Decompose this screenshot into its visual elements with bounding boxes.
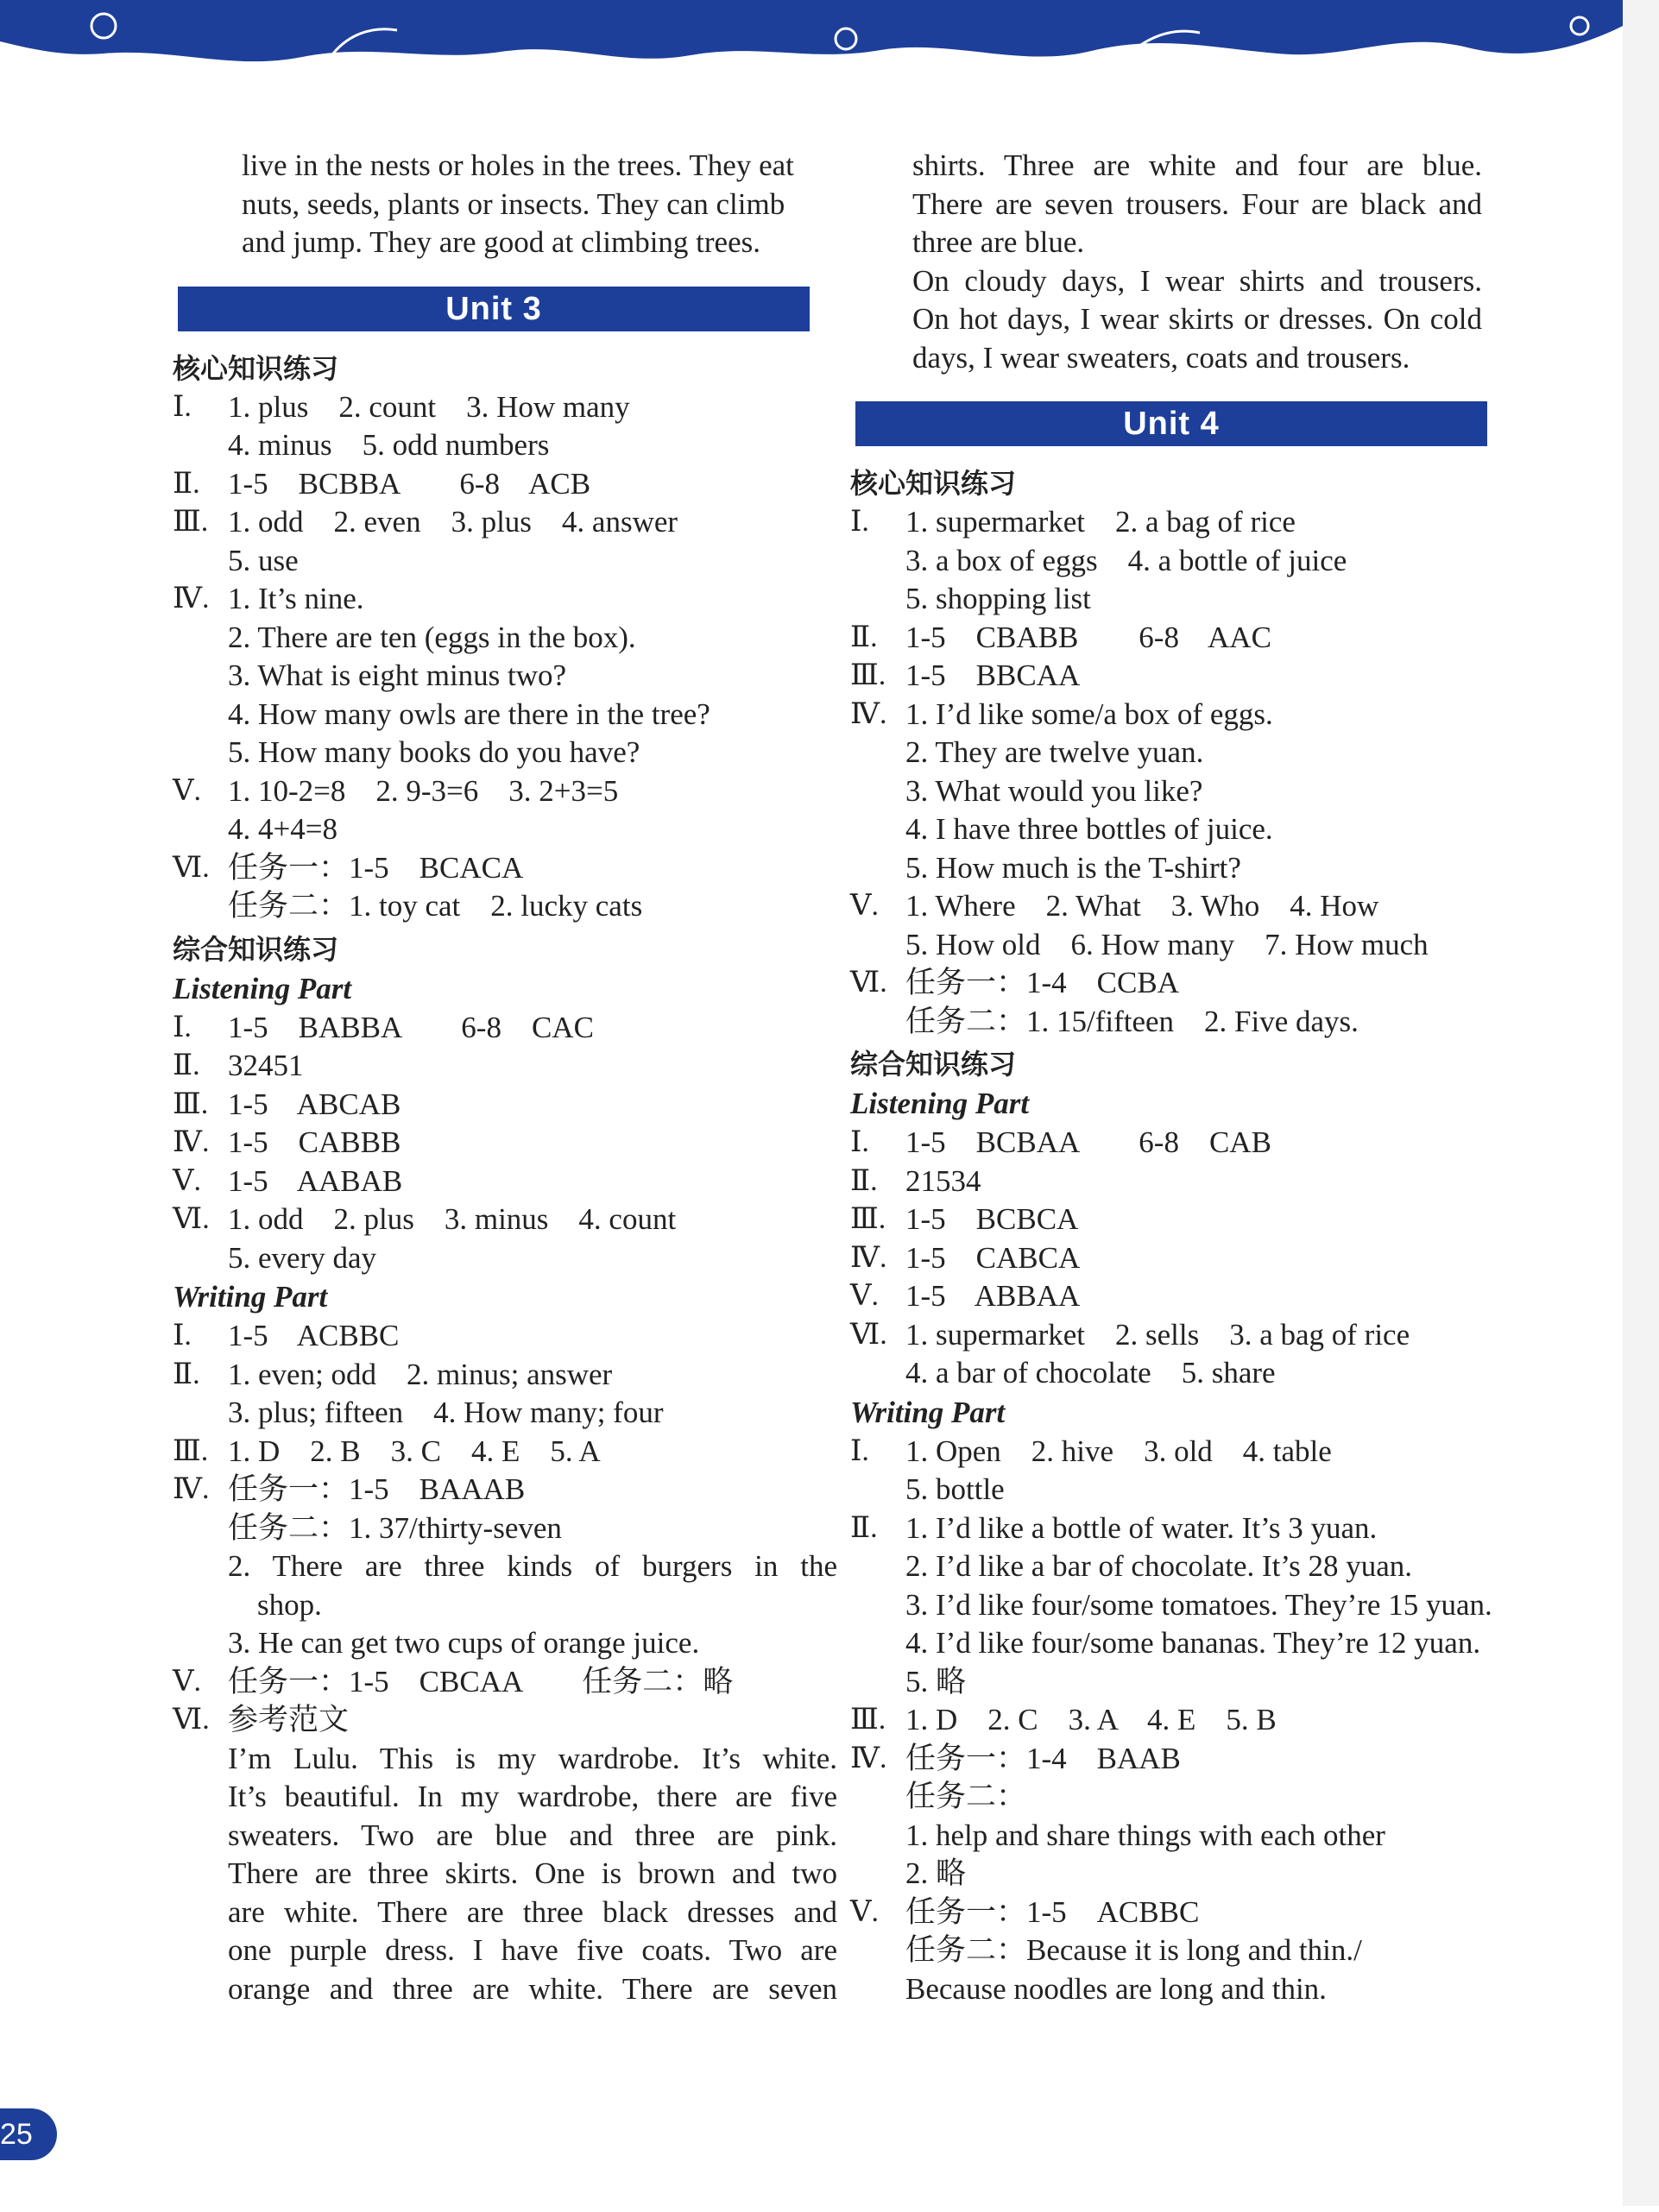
- answer-item: [173, 1471, 837, 1663]
- answer-roman-numeral: Ⅴ.: [173, 1665, 202, 1698]
- unit-4-banner: Unit 4: [855, 401, 1487, 446]
- answer-item: [850, 1239, 1515, 1278]
- answer-line: 1. plus 2. count 3. How many: [228, 389, 630, 424]
- answer-line: 5. How much is the T-shirt?: [905, 850, 1241, 885]
- answer-item: [173, 465, 837, 504]
- answer-line: 1-5 CBABB 6-8 AAC: [905, 620, 1271, 654]
- answer-line: 2. 略: [905, 1856, 967, 1890]
- intro-line: live in the nests or holes in the trees. They eat: [242, 148, 794, 182]
- answer-item: [173, 1047, 837, 1086]
- answer-line: 1-5 BCBCA: [905, 1202, 1079, 1236]
- answer-item: [850, 657, 1515, 696]
- answer-line: 1. 10-2=8 2. 9-3=6 3. 2+3=5: [228, 773, 619, 808]
- answer-item: [173, 1317, 837, 1356]
- answer-item: [850, 1433, 1515, 1509]
- answer-line: 1-5 BABBA 6-8 CAC: [228, 1010, 594, 1044]
- answer-roman-numeral: Ⅱ.: [850, 1164, 878, 1197]
- answer-line: 1. odd 2. even 3. plus 4. answer: [228, 505, 678, 539]
- answer-roman-numeral: Ⅳ.: [850, 697, 887, 730]
- answer-line: 5. 略: [905, 1664, 967, 1698]
- answer-line: 1-5 BCBAA 6-8 CAB: [905, 1125, 1271, 1159]
- answer-line: 1-5 ABCAB: [228, 1087, 401, 1121]
- answer-line: 3. a box of eggs 4. a bottle of juice: [905, 543, 1347, 577]
- left-column: [173, 147, 837, 2008]
- answer-item: [850, 1894, 1515, 2009]
- answer-line: 2. There are three kinds of burgers in the: [228, 1549, 837, 1583]
- answer-item: [850, 964, 1515, 1041]
- answer-roman-numeral: Ⅱ.: [850, 621, 878, 653]
- answer-line: 5. bottle: [905, 1472, 1005, 1506]
- core-answers: [850, 503, 1515, 1041]
- answer-line: 任务二：Because it is long and thin./: [905, 1933, 1362, 1967]
- answer-roman-numeral: Ⅳ.: [850, 1742, 887, 1774]
- answer-line: 2. I’d like a bar of chocolate. It’s 28 yuan.: [905, 1549, 1413, 1583]
- answer-line: 4. How many owls are there in the tree?: [228, 696, 710, 731]
- answer-line: 1. Where 2. What 3. Who 4. How: [905, 889, 1379, 923]
- page-number: 25 –: [0, 2108, 57, 2160]
- answer-roman-numeral: Ⅲ.: [173, 1434, 209, 1467]
- answer-item: [173, 849, 837, 926]
- answer-line: 4. a bar of chocolate 5. share: [905, 1356, 1276, 1390]
- intro-line: and jump. They are good at climbing trees.: [242, 225, 760, 259]
- answer-line: 任务二：1. 15/fifteen 2. Five days.: [905, 1004, 1359, 1038]
- essay-line: are white. There are three black dresses and: [228, 1894, 837, 1929]
- answer-line: 任务二：1. toy cat 2. lucky cats: [228, 889, 643, 923]
- answer-roman-numeral: Ⅴ.: [173, 1164, 202, 1197]
- answer-roman-numeral: Ⅲ.: [850, 1704, 886, 1736]
- answer-roman-numeral: Ⅰ.: [850, 506, 869, 538]
- answer-roman-numeral: Ⅱ.: [850, 1511, 878, 1544]
- answer-line: 1-5 ABBAA: [905, 1279, 1081, 1313]
- essay-line: There are seven trousers. Four are black and: [912, 186, 1482, 221]
- answer-roman-numeral: Ⅵ.: [850, 1318, 887, 1351]
- answer-roman-numeral: Ⅳ.: [173, 583, 210, 614]
- answer-line: 1. I’d like a bottle of water. It’s 3 yuan.: [905, 1510, 1378, 1545]
- listening-answers: [850, 1124, 1515, 1393]
- core-knowledge-heading: 核心知识练习: [173, 351, 339, 385]
- answer-line: 任务一：1-5 CBCAA 任务二：略: [228, 1664, 734, 1698]
- intro-line: nuts, seeds, plants or insects. They can climb: [242, 186, 785, 221]
- answer-item: [850, 1316, 1515, 1393]
- listening-part-heading: Listening Part: [173, 971, 352, 1005]
- answer-line: 1. Open 2. hive 3. old 4. table: [905, 1434, 1332, 1468]
- answer-item: [173, 1663, 837, 1702]
- answer-line: 1. It’s nine.: [228, 582, 364, 615]
- essay-line: There are three skirts. One is brown and two: [228, 1856, 837, 1890]
- writing-part-heading: Writing Part: [173, 1280, 328, 1314]
- answer-line: 1. D 2. B 3. C 4. E 5. A: [228, 1434, 601, 1468]
- answer-line: 2. They are twelve yuan.: [905, 735, 1204, 769]
- answer-item: [850, 503, 1515, 619]
- answer-line: 5. every day: [228, 1240, 377, 1275]
- answer-item: [850, 696, 1515, 888]
- answer-item: [850, 1163, 1515, 1201]
- answer-roman-numeral: Ⅴ.: [173, 774, 202, 807]
- answer-line: 3. What is eight minus two?: [228, 659, 567, 692]
- answer-line: 3. What would you like?: [905, 773, 1203, 808]
- answer-line: 任务一：1-5 BCACA: [228, 850, 524, 885]
- essay-line: On cloudy days, I wear shirts and trousers.: [912, 263, 1482, 298]
- unit-3-banner: Unit 3: [178, 287, 810, 331]
- comprehensive-knowledge-heading: 综合知识练习: [850, 1048, 1017, 1081]
- answer-line: 1. even; odd 2. minus; answer: [228, 1357, 613, 1391]
- essay-line: sweaters. Two are blue and three are pink.: [228, 1818, 837, 1852]
- essay-line: orange and three are white. There are seven: [228, 1971, 837, 2006]
- answer-roman-numeral: Ⅱ.: [173, 1049, 200, 1081]
- answer-line: 任务一：1-4 BAAB: [905, 1741, 1181, 1775]
- answer-item: [173, 1009, 837, 1048]
- answer-line: 3. He can get two cups of orange juice.: [228, 1626, 700, 1660]
- answer-line: 4. 4+4=8: [228, 812, 337, 846]
- answer-item: [173, 1086, 837, 1125]
- answer-line: 1-5 CABBB: [228, 1125, 401, 1159]
- essay-line: days, I wear sweaters, coats and trousers.: [912, 340, 1410, 375]
- answer-line: 3. I’d like four/some tomatoes. They’re 15 yuan.: [905, 1587, 1492, 1622]
- essay-line: On hot days, I wear skirts or dresses. On cold: [912, 302, 1482, 336]
- answer-item: [850, 1124, 1515, 1163]
- answer-roman-numeral: Ⅰ.: [850, 1126, 869, 1158]
- answer-line: 5. use: [228, 543, 299, 577]
- essay-line: I’m Lulu. This is my wardrobe. It’s white.: [228, 1741, 837, 1775]
- right-column: [850, 147, 1515, 2008]
- core-knowledge-heading: 核心知识练习: [850, 467, 1017, 500]
- answer-roman-numeral: Ⅴ.: [850, 1280, 880, 1312]
- answer-roman-numeral: Ⅵ.: [173, 1203, 210, 1235]
- answer-item: [850, 1740, 1515, 1894]
- answer-line: 1. help and share things with each other: [905, 1818, 1385, 1852]
- answer-item: [173, 388, 837, 465]
- listening-part-heading: Listening Part: [850, 1087, 1030, 1120]
- answer-roman-numeral: Ⅳ.: [850, 1241, 887, 1274]
- essay-line: three are blue.: [912, 225, 1085, 259]
- answer-item: [850, 1201, 1515, 1239]
- answer-line: 4. I have three bottles of juice.: [905, 812, 1273, 846]
- comprehensive-knowledge-heading: 综合知识练习: [173, 932, 339, 966]
- essay-line: one purple dress. I have five coats. Two are: [228, 1933, 837, 1967]
- answer-line: 任务二：1. 37/thirty-seven: [228, 1510, 562, 1545]
- answer-line: 1. supermarket 2. sells 3. a bag of rice: [905, 1317, 1410, 1352]
- answer-line: 1-5 ACBBC: [228, 1319, 400, 1352]
- answer-roman-numeral: Ⅵ.: [173, 851, 210, 884]
- listening-answers: [173, 1009, 837, 1278]
- answer-roman-numeral: Ⅴ.: [850, 890, 880, 922]
- answer-roman-numeral: Ⅵ.: [850, 967, 887, 999]
- answer-line: Because noodles are long and thin.: [905, 1971, 1327, 2006]
- page-edge: [1623, 0, 1659, 2206]
- answer-line: 2. There are ten (eggs in the box).: [228, 620, 636, 654]
- answer-line: 4. minus 5. odd numbers: [228, 428, 550, 462]
- answer-roman-numeral: Ⅰ.: [173, 390, 192, 423]
- answer-item: [173, 1356, 837, 1433]
- answer-roman-numeral: Ⅲ.: [173, 1087, 209, 1120]
- answer-line: 1. odd 2. plus 3. minus 4. count: [228, 1202, 677, 1236]
- answer-line: shop.: [257, 1587, 322, 1622]
- answer-roman-numeral: Ⅱ.: [173, 1358, 200, 1390]
- answer-line: 1. I’d like some/a box of eggs.: [905, 696, 1273, 731]
- answer-line: 任务一：1-4 CCBA: [905, 966, 1179, 999]
- answer-roman-numeral: Ⅰ.: [173, 1011, 192, 1043]
- answer-line: 4. I’d like four/some bananas. They’re 12 yuan.: [905, 1626, 1481, 1660]
- answer-roman-numeral: Ⅲ.: [173, 506, 209, 538]
- answer-line: 5. How many books do you have?: [228, 735, 640, 769]
- answer-line: 5. How old 6. How many 7. How much: [905, 927, 1429, 961]
- core-answers: [173, 388, 837, 926]
- answer-item: [850, 1277, 1515, 1316]
- answer-roman-numeral: Ⅲ.: [850, 1203, 886, 1235]
- essay-line: It’s beautiful. In my wardrobe, there are five: [228, 1780, 837, 1813]
- answer-roman-numeral: Ⅰ.: [173, 1320, 192, 1352]
- answer-item: [173, 1163, 837, 1201]
- answer-item: [173, 1701, 837, 1740]
- answer-item: [173, 503, 837, 580]
- answer-line: 任务一：1-5 ACBBC: [905, 1894, 1200, 1929]
- answer-item: [173, 580, 837, 772]
- answer-line: 1. supermarket 2. a bag of rice: [905, 505, 1296, 539]
- answer-roman-numeral: Ⅳ.: [173, 1126, 210, 1158]
- answer-line: 任务二：: [905, 1780, 1027, 1813]
- answer-item: [850, 1509, 1515, 1702]
- answer-line: 1-5 BBCAA: [905, 659, 1081, 692]
- answer-line: 32451: [228, 1049, 304, 1082]
- writing-part-heading: Writing Part: [850, 1395, 1006, 1429]
- answer-item: [850, 887, 1515, 964]
- answer-line: 1-5 BCBBA 6-8 ACB: [228, 466, 591, 501]
- answer-item: [850, 1701, 1515, 1740]
- answer-line: 21534: [905, 1163, 981, 1198]
- essay-line: shirts. Three are white and four are blue.: [912, 148, 1482, 182]
- header-wave-decoration: [0, 0, 1659, 86]
- answer-item: [173, 1433, 837, 1472]
- answer-line: 1-5 AABAB: [228, 1163, 403, 1198]
- answer-item: [173, 1124, 837, 1163]
- answer-roman-numeral: Ⅰ.: [850, 1434, 869, 1467]
- answer-line: 参考范文: [228, 1703, 350, 1736]
- answer-line: 5. shopping list: [905, 582, 1091, 615]
- answer-line: 3. plus; fifteen 4. How many; four: [228, 1396, 664, 1429]
- answer-line: 1-5 CABCA: [905, 1240, 1081, 1275]
- answer-item: [850, 619, 1515, 658]
- answer-item: [173, 772, 837, 849]
- answer-roman-numeral: Ⅳ.: [173, 1473, 210, 1505]
- answer-roman-numeral: Ⅱ.: [173, 467, 200, 500]
- answer-roman-numeral: Ⅲ.: [850, 659, 886, 691]
- writing-answers: [173, 1317, 837, 1740]
- answer-roman-numeral: Ⅴ.: [850, 1895, 880, 1928]
- answer-item: [173, 1201, 837, 1277]
- answer-line: 1. D 2. C 3. A 4. E 5. B: [905, 1703, 1277, 1736]
- answer-line: 任务一：1-5 BAAAB: [228, 1472, 526, 1506]
- answer-roman-numeral: Ⅵ.: [173, 1704, 210, 1736]
- writing-answers: [850, 1433, 1515, 2009]
